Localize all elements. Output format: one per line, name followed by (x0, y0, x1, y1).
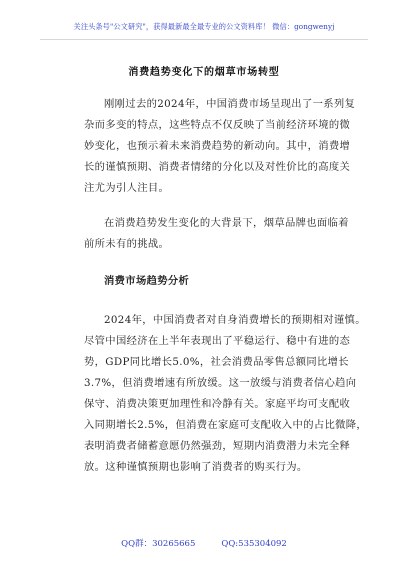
text-line: 保守、消费决策更加理性和冷静有关。家庭平均可支配收 (84, 398, 351, 410)
text-line: 注尤为引人注目。 (84, 182, 170, 194)
footer (0, 537, 408, 549)
document-title: 消费趋势变化下的烟草市场转型 (128, 66, 280, 78)
paragraph-intro (84, 94, 356, 199)
text-line: 放。这种谨慎预期也影响了消费者的购买行为。 (84, 461, 308, 473)
text-line: 势，GDP同比增长5.0%，社会消费品零售总额同比增长 (84, 356, 349, 368)
paragraph-market-analysis (84, 310, 368, 478)
paragraph-challenge (84, 213, 350, 255)
text-line: 刚刚过去的2024年，中国消费市场呈现出了一系列复 (104, 98, 356, 110)
text-line: 3.7%，但消费增速有所放缓。这一放缓与消费者信心趋向 (84, 377, 357, 389)
header-banner-text: 关注头条号"公文研究"，获得最新最全最专业的公文资料库！ 微信：gongwenyj (73, 22, 335, 31)
header-banner (0, 22, 408, 32)
text-line: 2024年，中国消费者对自身消费增长的预期相对谨慎。 (104, 314, 366, 326)
text-line: 尽管中国经济在上半年表现出了平稳运行、稳中有进的态 (84, 335, 351, 347)
text-line: 入同期增长2.5%，但消费在家庭可支配收入中的占比微降， (84, 419, 368, 431)
header-divider (40, 39, 368, 40)
text-line: 在消费趋势发生变化的大背景下，烟草品牌也面临着 (104, 217, 349, 229)
text-line: 前所未有的挑战。 (84, 238, 170, 250)
text-line: 长的谨慎预期、消费者情绪的分化以及对性价比的高度关 (84, 161, 351, 173)
footer-qq-group: QQ群：30265665 (121, 539, 196, 549)
section-heading: 消费市场趋势分析 (104, 275, 190, 287)
footer-qq: QQ:535304092 (221, 539, 287, 549)
text-line: 妙变化，也预示着未来消费趋势的新动向。其中，消费增 (84, 140, 351, 152)
text-line: 杂而多变的特点，这些特点不仅反映了当前经济环境的微 (84, 119, 351, 131)
text-line: 表明消费者储蓄意愿仍然强劲，短期内消费潜力未完全释 (84, 440, 351, 452)
